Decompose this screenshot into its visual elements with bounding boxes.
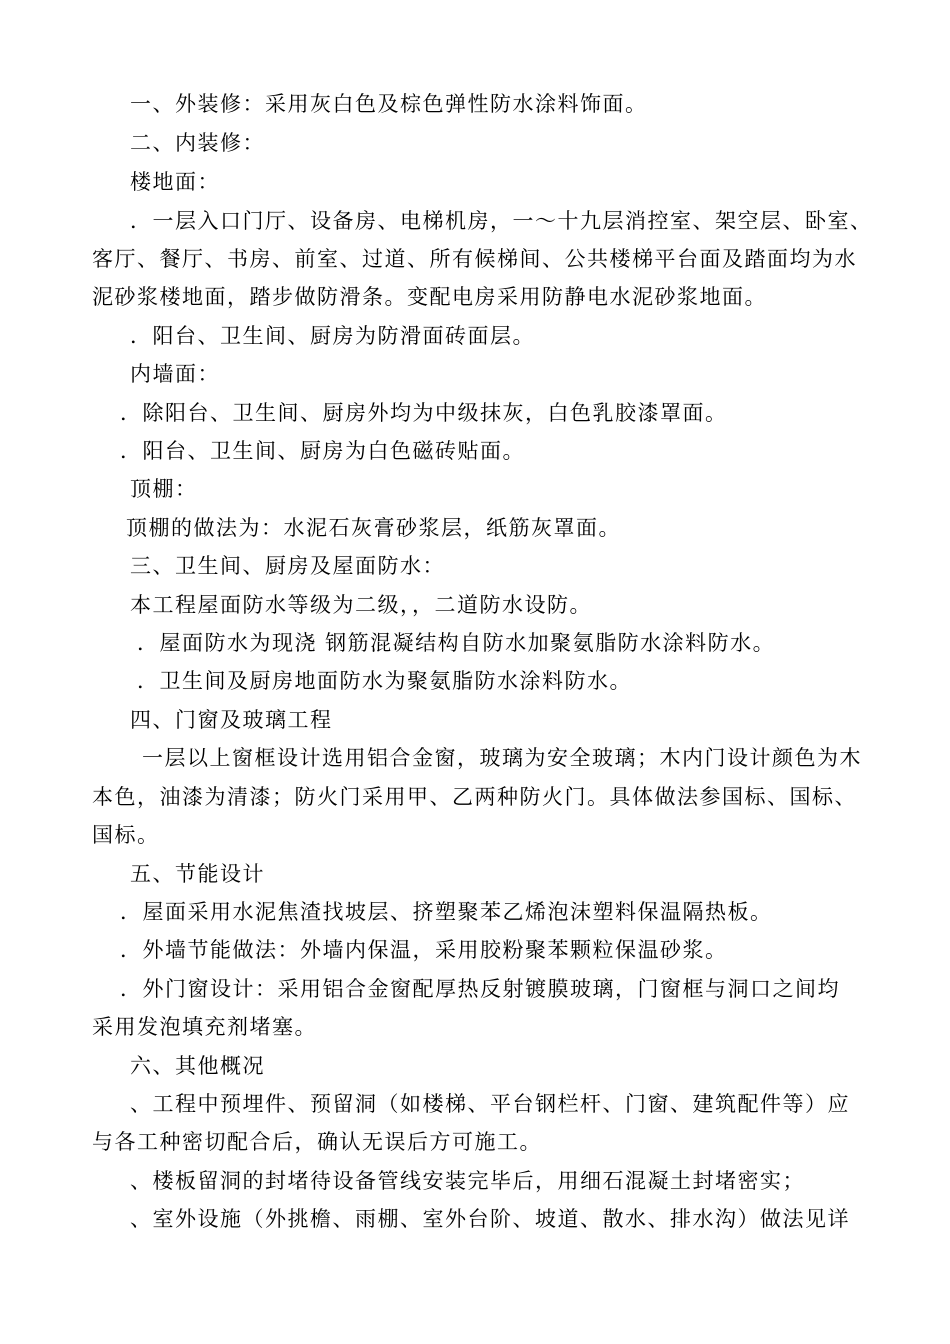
paragraph-line: 、工程中预埋件、预留洞（如楼梯、平台钢栏杆、门窗、建筑配件等）应 xyxy=(130,1092,850,1116)
paragraph-line: 采用发泡填充剂堵塞。 xyxy=(92,1015,317,1039)
paragraph-line: ．一层入口门厅、设备房、电梯机房，一～十九层消控室、架空层、卧室、 xyxy=(130,209,873,233)
paragraph-line: ．外墙节能做法：外墙内保温，采用胶粉聚苯颗粒保温砂浆。 xyxy=(120,938,728,962)
paragraph-line: ．阳台、卫生间、厨房为白色磁砖贴面。 xyxy=(120,439,525,463)
paragraph-line: ．屋面防水为现浇 钢筋混凝结构自防水加聚氨脂防水涂料防水。 xyxy=(137,631,776,655)
heading-waterproofing: 三、卫生间、厨房及屋面防水： xyxy=(130,554,445,578)
subheading-interior-wall: 内墙面： xyxy=(130,362,220,386)
paragraph-line: 、室外设施（外挑檐、雨棚、室外台阶、坡道、散水、排水沟）做法见详 xyxy=(130,1207,850,1231)
heading-exterior-finish: 一、外装修：采用灰白色及棕色弹性防水涂料饰面。 xyxy=(130,92,648,116)
paragraph-line: ．卫生间及厨房地面防水为聚氨脂防水涂料防水。 xyxy=(137,669,632,693)
subheading-ceiling: 顶棚： xyxy=(130,477,198,501)
heading-other: 六、其他概况 xyxy=(130,1054,265,1078)
paragraph-line: ．外门窗设计：采用铝合金窗配厚热反射镀膜玻璃，门窗框与洞口之间均 xyxy=(120,977,840,1001)
paragraph-line: ．阳台、卫生间、厨房为防滑面砖面层。 xyxy=(130,324,535,348)
heading-energy-saving: 五、节能设计 xyxy=(130,862,265,886)
paragraph-line: 本工程屋面防水等级为二级，，二道防水设防。 xyxy=(130,593,592,617)
paragraph-line: 客厅、餐厅、书房、前室、过道、所有候梯间、公共楼梯平台面及踏面均为水 xyxy=(92,247,857,271)
paragraph-line: ．除阳台、卫生间、厨房外均为中级抹灰，白色乳胶漆罩面。 xyxy=(120,401,728,425)
paragraph-line: ．屋面采用水泥焦渣找坡层、挤塑聚苯乙烯泡沫塑料保温隔热板。 xyxy=(120,900,773,924)
subheading-floor: 楼地面： xyxy=(130,170,220,194)
paragraph-line: 泥砂浆楼地面，踏步做防滑条。变配电房采用防静电水泥砂浆地面。 xyxy=(92,285,767,309)
paragraph-line: 本色，油漆为清漆；防火门采用甲、乙两种防火门。具体做法参国标、国标、 xyxy=(92,785,857,809)
paragraph-line: 一层以上窗框设计选用铝合金窗，玻璃为安全玻璃；木内门设计颜色为木 xyxy=(142,746,862,770)
paragraph-line: 国标。 xyxy=(92,823,160,847)
paragraph-line: 与各工种密切配合后，确认无误后方可施工。 xyxy=(92,1130,542,1154)
paragraph-line: 、楼板留洞的封堵待设备管线安装完毕后，用细石混凝土封堵密实； xyxy=(130,1169,805,1193)
paragraph-line: 顶棚的做法为：水泥石灰膏砂浆层，纸筋灰罩面。 xyxy=(126,516,621,540)
heading-interior-finish: 二、内装修： xyxy=(130,131,265,155)
heading-doors-windows: 四、门窗及玻璃工程 xyxy=(130,708,333,732)
